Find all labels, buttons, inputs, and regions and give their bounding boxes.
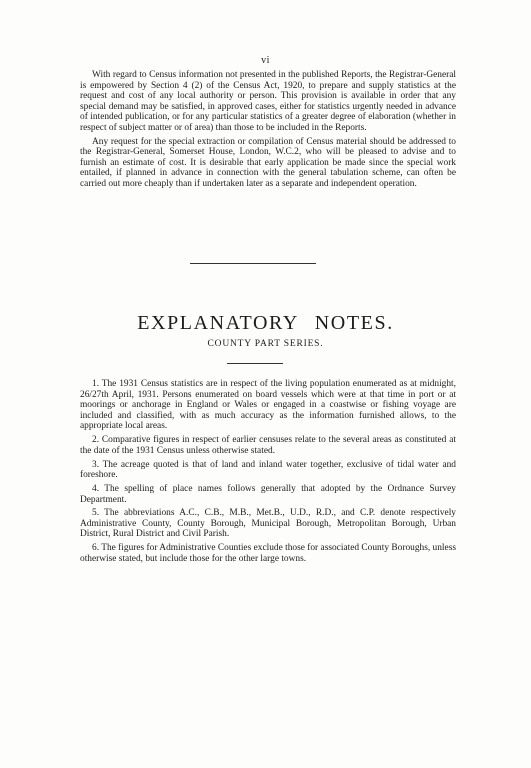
notes-section [80, 379, 456, 568]
page-number: vi [261, 55, 270, 66]
note-item: 3. The acreage quoted is that of land and inland water together, exclusive of tidal water and foreshore. [80, 459, 456, 481]
note-item: 5. The abbreviations A.C., C.B., M.B., Met.B., U.D., R.D., and C.P. denote respectively Administrative County, County Borough, Municipal Borough, Metropolitan Borough, Urban District, Rural District and Civil Parish. [80, 508, 456, 540]
intro-section [80, 70, 456, 193]
note-item: 6. The figures for Administrative Counties exclude those for associated County Boroughs, unless otherwise stated, but include those for the other large towns. [80, 543, 456, 564]
note-item: 2. Comparative figures in respect of earlier censuses relate to the several areas as constituted at the date of the 1931 Census unless otherwise stated. [80, 435, 456, 456]
title-divider [227, 363, 283, 364]
intro-paragraph: With regard to Census information not presented in the published Reports, the Registrar-General is empowered by Section 4 (2) of the Census Act, 1920, to prepare and supply statistics at the request and cost of any local authority or person. This provision is available in order that any special demand may be satisfied, in approved cases, either for statistics urgently needed in advance of intended publication, or for any particular statistics of a greater degree of elaboration (whether in respect of subject matter or of area) than those to be included in the Reports. [80, 70, 456, 133]
page-title: EXPLANATORY NOTES. [137, 312, 394, 334]
intro-paragraph: Any request for the special extraction or compilation of Census material should be addressed to the Registrar-General, Somerset House, London, W.C.2, who will be pleased to advise and to furnish an estimate of cost. It is desirable that early application be made since the special work entailed, if planned in advance in connection with the general tabulation scheme, can often be carried out more cheaply than if undertaken later as a separate and independent operation. [80, 136, 456, 189]
note-item: 1. The 1931 Census statistics are in respect of the living population enumerated as at midnight, 26/27th April, 1931. Persons enumerated on board vessels which were at that time in port or at moorings or anchorage in England or Wales or engaged in a coastwise or fishing voyage are included and classified, with as much accuracy as the information furnished allows, to the appropriate local areas. [80, 379, 456, 432]
note-item: 4. The spelling of place names follows generally that adopted by the Ordnance Survey Department. [80, 483, 456, 505]
section-divider [190, 263, 316, 264]
page-subtitle: COUNTY PART SERIES. [207, 339, 324, 349]
